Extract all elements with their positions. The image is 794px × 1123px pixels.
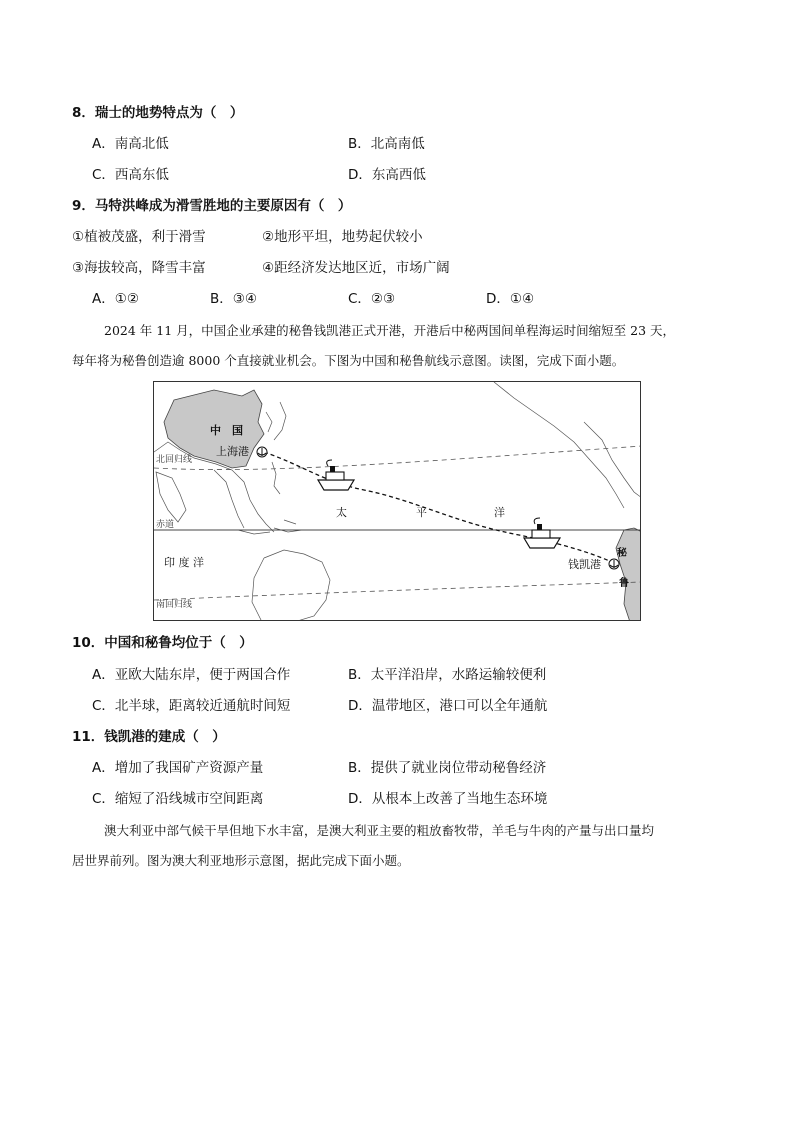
- pacific-label-2: 平: [416, 506, 427, 519]
- shanghai-port-icon: [257, 447, 267, 457]
- pacific-label-3: 洋: [494, 506, 505, 519]
- question-8-option-c[interactable]: C．西高东低: [92, 167, 169, 183]
- passage-1-line-2: 每年将为秘鲁创造逾 8000 个直接就业机会。下图为中国和秘鲁航线示意图。读图，完成下面小题。: [72, 353, 625, 368]
- question-9-stem: 9．马特洪峰成为滑雪胜地的主要原因有（ ）: [72, 198, 352, 214]
- china-peru-route-map: [153, 381, 641, 621]
- question-9-option-b[interactable]: B．③④: [210, 291, 257, 307]
- shanghai-port-label: 上海港: [216, 445, 249, 458]
- indian-ocean-label: 印 度 洋: [164, 556, 204, 569]
- question-8-option-b[interactable]: B．北高南低: [348, 136, 425, 152]
- question-10-option-c[interactable]: C．北半球，距离较近通航时间短: [92, 698, 291, 714]
- central-america-outline: [584, 422, 641, 498]
- question-11-option-d[interactable]: D．从根本上改善了当地生态环境: [348, 791, 548, 807]
- question-11-option-b[interactable]: B．提供了就业岗位带动秘鲁经济: [348, 760, 547, 776]
- ship-icon-1: [318, 460, 354, 490]
- passage-2-line-2: 居世界前列。图为澳大利亚地形示意图，据此完成下面小题。: [72, 853, 410, 868]
- question-11-option-c[interactable]: C．缩短了沿线城市空间距离: [92, 791, 264, 807]
- australia-outline: [252, 550, 330, 621]
- question-8-option-d[interactable]: D．东高西低: [348, 167, 426, 183]
- china-label: 中 国: [210, 424, 243, 437]
- question-9-option-d[interactable]: D．①④: [486, 291, 535, 307]
- question-9-option-a[interactable]: A．①②: [92, 291, 139, 307]
- question-9-statement-2: ②地形平坦，地势起伏较小: [262, 229, 423, 245]
- question-11-option-a[interactable]: A．增加了我国矿产资源产量: [92, 760, 264, 776]
- chancay-port-label: 钱凯港: [568, 558, 601, 571]
- indonesia-outline: [238, 520, 302, 534]
- question-9-statement-3: ③海拔较高，降雪丰富: [72, 260, 206, 276]
- passage-1-line-1: 2024 年 11 月，中国企业承建的秘鲁钱凯港正式开港，开港后中秘两国间单程海运时间缩短至 23 天，: [104, 323, 675, 338]
- question-9-statement-1: ①植被茂盛，利于滑雪: [72, 229, 206, 245]
- peru-label-2: 鲁: [619, 578, 629, 589]
- question-10-stem: 10．中国和秘鲁均位于（ ）: [72, 635, 253, 651]
- equator-label: 赤道: [156, 520, 175, 530]
- pacific-label-1: 太: [336, 506, 347, 519]
- question-10-option-a[interactable]: A．亚欧大陆东岸，便于两国合作: [92, 667, 291, 683]
- peru-landmass: [616, 528, 641, 621]
- india-outline: [156, 472, 186, 522]
- question-11-stem: 11．钱凯港的建成（ ）: [72, 729, 226, 745]
- indochina-outline: [214, 470, 244, 528]
- ship-icon-2: [524, 518, 560, 548]
- tropic-of-capricorn-label: 南回归线: [156, 600, 193, 610]
- tropic-of-capricorn-line: [154, 582, 641, 600]
- chancay-port-icon: [609, 559, 619, 569]
- tropic-of-cancer-label: 北回归线: [156, 455, 193, 465]
- passage-2-line-1: 澳大利亚中部气候干旱但地下水丰富，是澳大利亚主要的粗放畜牧带，羊毛与牛肉的产量与出口量均: [104, 823, 655, 838]
- question-9-option-c[interactable]: C．②③: [348, 291, 396, 307]
- question-9-statement-4: ④距经济发达地区近，市场广阔: [262, 260, 450, 276]
- question-8-option-a[interactable]: A．南高北低: [92, 136, 169, 152]
- question-10-option-d[interactable]: D．温带地区，港口可以全年通航: [348, 698, 548, 714]
- korea-japan-outline: [266, 402, 286, 440]
- shipping-route: [264, 452, 612, 562]
- peru-label-1: 秘: [617, 548, 627, 559]
- question-10-option-b[interactable]: B．太平洋沿岸，水路运输较便利: [348, 667, 547, 683]
- question-8-stem: 8．瑞士的地势特点为（ ）: [72, 105, 244, 121]
- philippines-outline: [272, 462, 280, 494]
